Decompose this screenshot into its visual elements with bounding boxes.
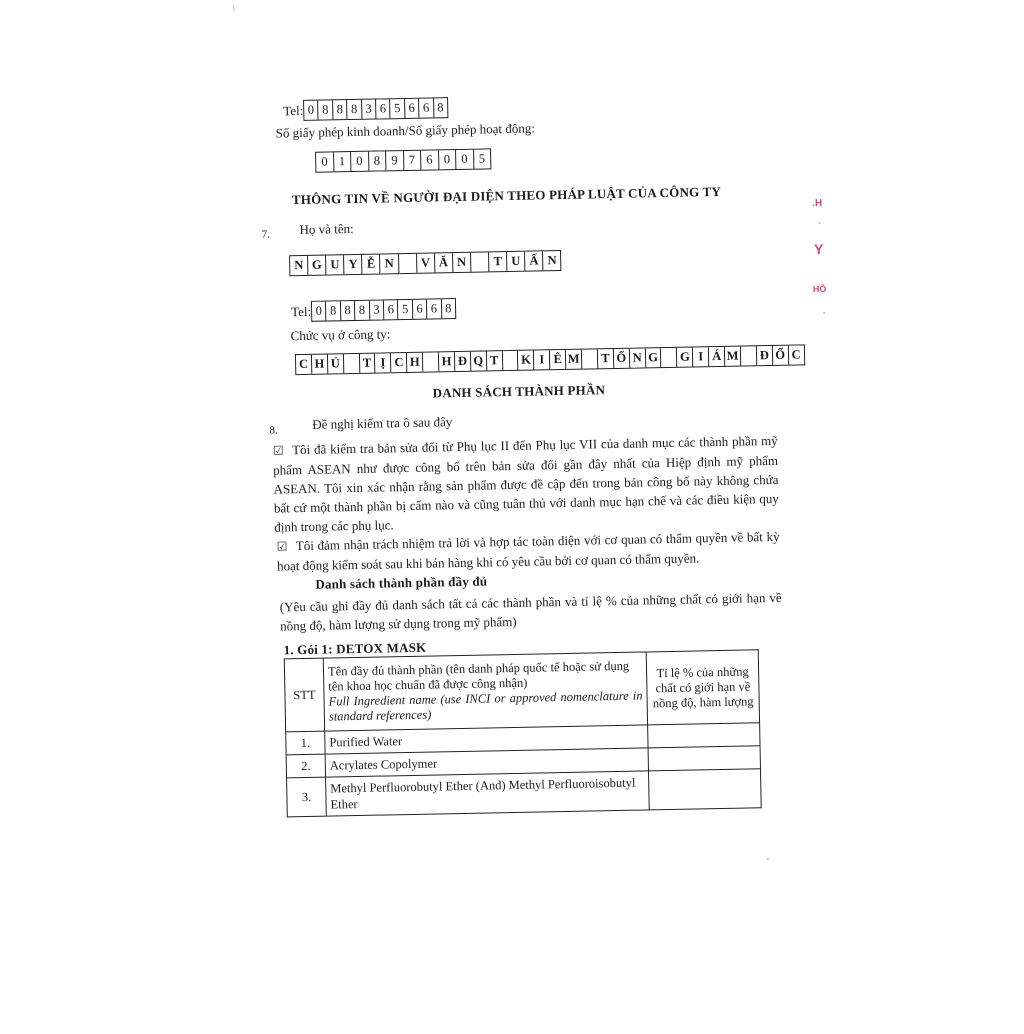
char-box: K <box>518 351 534 370</box>
char-box: N <box>290 256 308 275</box>
char-box: Ă <box>435 253 453 272</box>
row-2-name: Acrylates Copolymer <box>325 748 648 777</box>
char-box: N <box>630 348 646 367</box>
char-box: 8 <box>341 301 356 320</box>
char-box <box>399 254 417 273</box>
char-box: H <box>312 355 328 374</box>
char-box: Q <box>471 351 487 370</box>
char-box: 6 <box>376 99 391 118</box>
edge-mark-2: Y <box>813 240 824 258</box>
char-box: C <box>296 355 312 374</box>
char-box: 8 <box>445 301 452 316</box>
item-8-number: 8. <box>269 424 278 437</box>
position-char-boxes <box>295 344 805 375</box>
checkbox-statement-2 <box>276 527 780 576</box>
checkbox-statement-2-text: Tôi đảm nhận trách nhiệm trả lời và hợp tác toàn diện với cơ quan có thẩm quyền về bất kỳ hoạt động kiểm soát sau khi bán hàng khi có yêu cầu bởi cơ quan có thẩm quyền. <box>276 528 780 574</box>
char-box: N <box>547 253 557 268</box>
char-box: T <box>359 354 375 373</box>
row-1-name: Purified Water <box>325 725 648 754</box>
char-box <box>502 351 518 370</box>
ingredients-table <box>284 649 762 817</box>
char-box: 0 <box>304 101 319 120</box>
char-box: 8 <box>369 151 387 170</box>
char-box: 0 <box>439 150 457 169</box>
rep-tel-label: Tel: <box>290 303 312 320</box>
table-header-row <box>284 650 759 732</box>
item-8-label: Đề nghị kiểm tra ô sau đây <box>312 414 453 432</box>
char-box: 6 <box>421 150 439 169</box>
char-box: U <box>507 252 525 271</box>
rep-name-boxes <box>289 250 562 276</box>
representative-section-title: THÔNG TIN VỀ NGƯỜI ĐẠI DIỆN THEO PHÁP LUẬT CỦA CÔNG TY <box>291 183 722 208</box>
char-box: C <box>391 353 407 372</box>
scan-fleck <box>818 222 820 224</box>
char-box: U <box>326 255 344 274</box>
checkbox-statement-1-text: Tôi đã kiểm tra bản sửa đổi từ Phụ lục II đến Phụ lục VII của danh mục các thành phần mỹ phẩm ASEAN như được công bố trên bản sửa đổi gần đây nhất của Hiệp định mỹ phẩm ASEAN. Tôi xin xác nhận rằng sản phẩm được đề cập đến trong bản công bố này không chứa bất cứ một thành phần bị cấm nào và cũng tuân thủ với danh mục hạn chế và các điều kiện quy định trong các phụ lục. <box>273 432 779 535</box>
char-box: I <box>693 347 709 366</box>
edge-mark-1: .H <box>812 197 823 210</box>
char-box: Ủ <box>328 354 344 373</box>
header-percentage: Tỉ lệ % của những chất có giới hạn về nồng độ, hàm lượng <box>646 650 759 725</box>
char-box: H <box>439 352 455 371</box>
full-list-note: (Yêu cầu ghi đầy đủ danh sách tất cả các thành phần và tỉ lệ % của những chất có giới hạn về nồng độ, hàm lượng sử dụng trong mỹ phẩm) <box>279 589 782 634</box>
char-box: 8 <box>318 100 333 119</box>
row-3-pct <box>648 769 761 810</box>
row-3-name: Methyl Perfluorobutyl Ether (And) Methyl Perfluoroisobutyl Ether <box>326 771 650 816</box>
package-title: 1. Gói 1: DETOX MASK <box>283 639 427 658</box>
char-box: N <box>453 253 471 272</box>
company-tel-label: Tel: <box>283 102 304 119</box>
char-box <box>741 346 757 365</box>
header-ingredient-name <box>323 652 647 731</box>
char-box: Ễ <box>362 254 380 273</box>
char-box: Ị <box>375 353 391 372</box>
char-box <box>423 352 439 371</box>
rep-name-char-boxes <box>289 250 562 276</box>
position-boxes <box>295 344 805 375</box>
char-box: 0 <box>316 152 334 171</box>
company-tel-boxes <box>303 97 448 121</box>
edge-mark-3: HỒ <box>812 283 827 295</box>
header-stt: STT <box>284 658 324 732</box>
char-box: 0 <box>351 152 369 171</box>
char-box: 8 <box>347 100 362 119</box>
ingredients-section-title: DANH SÁCH THÀNH PHẦN <box>432 382 606 401</box>
full-list-title: Danh sách thành phần đầy đủ <box>315 573 488 592</box>
license-label: Số giấy phép kinh doanh/Số giấy phép hoạt động: <box>275 120 536 141</box>
header-name-vi: Tên đầy đủ thành phần (tên danh pháp quốc tế hoặc sử dụng tên khoa học chuẩn đã được công nhận) <box>327 658 630 694</box>
char-box: G <box>645 348 661 367</box>
row-1-pct <box>648 723 760 748</box>
scan-fleck <box>823 312 825 314</box>
item-7-label: Họ và tên: <box>299 220 354 238</box>
char-box: T <box>487 351 503 370</box>
rep-tel-row <box>291 298 456 322</box>
row-3-stt: 3. <box>287 777 327 817</box>
char-box: 7 <box>404 151 422 170</box>
char-box: 8 <box>333 100 348 119</box>
rep-tel-boxes <box>311 298 456 322</box>
item-7-number: 7. <box>261 228 270 241</box>
table-row <box>287 769 762 817</box>
char-box: 0 <box>312 302 327 321</box>
char-box: I <box>534 350 550 369</box>
char-box: 9 <box>386 151 404 170</box>
char-box: V <box>417 253 435 272</box>
char-box: C <box>791 347 801 362</box>
char-box: 8 <box>355 301 370 320</box>
char-box: Ố <box>773 346 789 365</box>
char-box <box>471 252 489 271</box>
char-box: 6 <box>405 99 420 118</box>
company-tel-row <box>283 97 448 121</box>
char-box: 0 <box>456 150 474 169</box>
char-box: 6 <box>384 300 399 319</box>
char-box <box>582 349 598 368</box>
char-box: T <box>489 252 507 271</box>
scan-fleck <box>767 858 769 860</box>
char-box: G <box>677 347 693 366</box>
checkbox-statement-1 <box>273 431 780 537</box>
char-box: 3 <box>362 100 377 119</box>
license-boxes <box>315 148 491 172</box>
char-box: Ấ <box>525 251 543 270</box>
row-2-pct <box>648 746 760 771</box>
char-box: 5 <box>390 99 405 118</box>
char-box: 3 <box>370 300 385 319</box>
license-digit-boxes <box>315 148 491 172</box>
char-box: 6 <box>427 299 442 318</box>
char-box: 8 <box>437 100 444 115</box>
char-box: 6 <box>419 98 434 117</box>
char-box: 5 <box>398 300 413 319</box>
char-box: Á <box>709 347 725 366</box>
char-box <box>661 348 677 367</box>
char-box: H <box>407 353 423 372</box>
char-box: M <box>566 350 582 369</box>
char-box: Y <box>344 255 362 274</box>
char-box: 1 <box>334 152 352 171</box>
scan-fleck <box>233 5 234 11</box>
char-box: Đ <box>757 346 773 365</box>
char-box: 6 <box>413 300 428 319</box>
char-box <box>344 354 360 373</box>
char-box: N <box>381 254 399 273</box>
char-box: T <box>598 349 614 368</box>
char-box: Ổ <box>614 349 630 368</box>
header-name-en: Full Ingredient name (use INCI or approved nomenclature in standard references) <box>328 688 643 724</box>
char-box: 5 <box>478 151 486 166</box>
char-box: Ê <box>550 350 566 369</box>
char-box: 8 <box>326 301 341 320</box>
char-box: Đ <box>455 352 471 371</box>
char-box: M <box>725 347 741 366</box>
position-label: Chức vụ ở công ty: <box>290 326 391 344</box>
char-box: G <box>308 256 326 275</box>
row-2-stt: 2. <box>286 754 325 778</box>
row-1-stt: 1. <box>286 731 325 755</box>
